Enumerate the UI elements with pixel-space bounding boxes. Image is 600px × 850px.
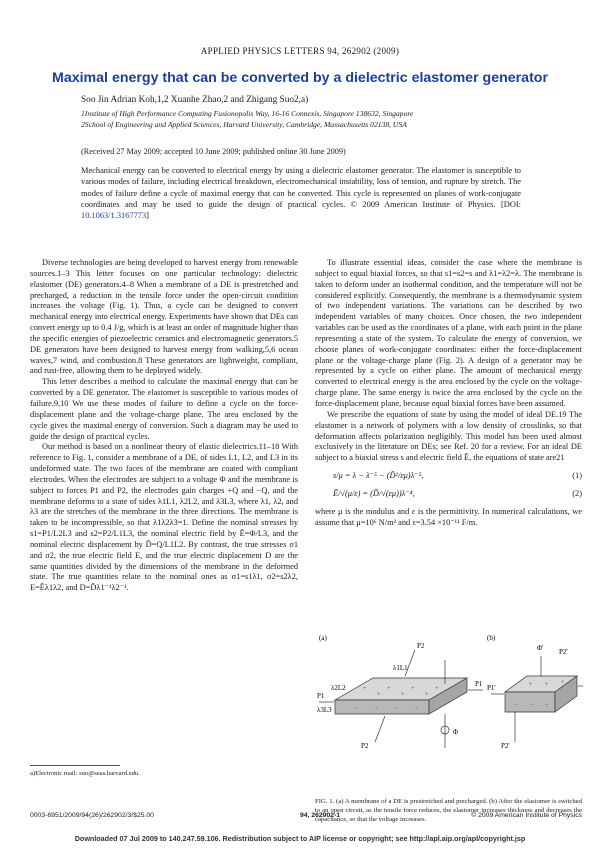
dim-label: λ1L1 (393, 664, 408, 672)
svg-text:−: − (515, 702, 519, 708)
svg-text:+: + (425, 692, 429, 698)
svg-text:+: + (377, 692, 381, 698)
svg-text:+: + (401, 692, 405, 698)
svg-text:−: − (415, 706, 419, 712)
affiliation-1: 1Institute of High Performance Computing Fusionopolis Way, 16-16 Connexis, Singapore 138632, Singapore (81, 109, 414, 118)
p1-label: P1' (487, 684, 496, 692)
left-column (30, 258, 298, 594)
doi-link[interactable]: 10.1063/1.3167773 (81, 211, 147, 221)
equation-2 (333, 489, 582, 500)
paragraph: This letter describes a method to calculate the maximal energy that can be converted by a DE generator. The elastomer is susceptible to various modes of failure.9,10 We use these modes of failure to define a cycle on the force-displacement plane and the voltage-charge plane. The area enclosed by the cycle gives the maximal energy of conversion. Such a diagram may be used to guide the design of practical cycles. (30, 377, 298, 441)
membrane-b (505, 676, 577, 712)
paragraph: To illustrate essential ideas, consider the case where the membrane is subject to equal biaxial forces, so that s1=s2=s and λ1=λ2=λ. The membrane is taken to deform under an isothermal condition, and the temperature will not be considered explicitly. Consequently, the membrane is a thermodynamic system of two independent variations. The variations can be described by two independent variables of many choices. Once chosen, the two independent variables can be used as the coordinates of a plane, with each point in the plane representing a state of the system. To calculate the energy of conversion, we choose planes of work-conjugate coordinates: either the force-displacement plane or the voltage-charge plane (Fig. 2). A design of a generator may be represented by a cycle on either plane. The amount of mechanical energy converted to electrical energy is the area enclosed by the cycle on the voltage-charge plane. The same energy is twice the area enclosed by the cycle on the force-displacement plane, because equal biaxial forces have been assumed. (315, 258, 582, 408)
paragraph: Diverse technologies are being developed to harvest energy from renewable sources.1–3 This letter focuses on one particular technology: dielectric elastomer (DE) generators.4–8 When a membrane of a DE is prestretched and precharged, a reduction in the tensile force under the open-circuit condition increases the voltage (Fig. 1). Thus, a cycle can be designed to convert mechanical energy into electrical energy. Experiments have shown that DEs can convert energy up to 0.4 J/g, which is at least an order of magnitude higher than the specific energies of piezoelectric ceramics and electromagnetic generators.5 DE generators have been designed to harvest energy from walking,5,6 ocean waves,7 wind, and combustion.8 These generators are lightweight, compliant, and rust-free, allowing them to be deployed widely. (30, 258, 298, 376)
svg-text:+: + (411, 686, 415, 692)
svg-text:−: − (531, 702, 535, 708)
footer-copyright: © 2009 American Institute of Physics (471, 812, 582, 819)
footer-issn: 0003-6951/2009/94(26)/262902/3/$25.00 (30, 812, 154, 819)
svg-text:−: − (355, 706, 359, 712)
equation-1 (333, 471, 582, 482)
equation-text: Ẽ/√(μ/ε) = (D̃/√(εμ))λ⁻⁴, (333, 488, 415, 498)
equation-text: s/μ = λ − λ⁻⁵ − (D̃²/εμ)λ⁻⁵, (333, 471, 424, 481)
paper-title: Maximal energy that can be converted by a dielectric elastomer generator (52, 70, 548, 86)
figure-caption: FIG. 1. (a) A membrane of a DE is prestretched and precharged. (b) After the elastomer is switched to an open circuit, as the tensile force reduces, the elastomer increases thickness and decreases the capacitance, so that the voltage increases. (315, 798, 582, 823)
dim-label: λ3L3 (317, 706, 332, 714)
svg-text:−: − (545, 702, 549, 708)
svg-text:+: + (363, 686, 367, 692)
paragraph: Our method is based on a nonlinear theory of elastic dielectrics.11–18 With reference to Fig. 1, consider a membrane of a DE, of sides L1, L2, and L3 in its undeformed state. The two faces of the membrane are coated with compliant electrodes. When the electrodes are subject to a voltage Φ and the membrane is subject to forces P1 and P2, the electrodes gain charges +Q and −Q, and the membrane deforms to a state of sides λ1L1, λ2L2, and λ3L3, where λ1, λ2, and λ3 are the stretches of the membrane in the three directions. The membrane is taken to be incompressible, so that λ1λ2λ3=1. Define the nominal stresses by s1=P1/L2L3 and s2=P2/L1L3, the nominal electric field by Ẽ=Φ/L3, and the nominal electric displacement by D̃=Q/L1L2. By contrast, the true stresses σ1 and σ2, the true electric field E, and the true electric displacement D are the same quantities divided by the dimensions of the membrane in the deformed state. The true quantities relate to the nominal ones as σ1=s1λ1, σ2=s2λ2, E=Ẽλ1λ2, and D=D̃λ1⁻¹λ2⁻¹. (30, 442, 298, 593)
author-list: Soo Jin Adrian Koh,1,2 Xuanhe Zhao,2 and Zhigang Suo2,a) (81, 95, 309, 105)
abstract (81, 165, 521, 221)
affiliation-2: 2School of Engineering and Applied Sciences, Harvard University, Cambridge, Massachusetts 02138, USA (81, 120, 407, 129)
p2-label: P2 (361, 742, 369, 750)
paragraph: where μ is the modulus and ε is the permittivity. In numerical calculations, we assume that μ=10⁶ N/m² and ε=3.54 ×10⁻¹¹ F/m. (315, 506, 582, 527)
doi-suffix: ] (146, 211, 149, 221)
voltage-label: Φ' (537, 644, 544, 652)
equation-number: (2) (572, 488, 582, 498)
svg-text:−: − (395, 706, 399, 712)
doi-prefix: [DOI: (500, 199, 521, 209)
svg-text:+: + (561, 680, 565, 686)
voltage-label: Φ (453, 728, 459, 736)
equation-number: (1) (572, 471, 582, 481)
svg-text:+: + (435, 686, 439, 692)
membrane-a (335, 678, 467, 714)
download-notice: Downloaded 07 Jul 2009 to 140.247.59.106. Redistribution subject to AIP license or copyright; see http://apl.aip.org/apl/copyright.jsp (74, 834, 526, 843)
p1-label: P1 (475, 680, 483, 688)
svg-text:+: + (545, 682, 549, 688)
paragraph: We prescribe the equations of state by using the model of ideal DE.19 The elastomer is a network of polymers with a low density of crosslinks, so that deformation affects polarization negligibly. This model has been used almost exclusively in the literature on DEs; see Ref. 20 for a review. For an ideal DE subject to a biaxial stress s and electric field Ẽ, the equations of state are21 (315, 409, 582, 463)
svg-text:+: + (387, 686, 391, 692)
affiliations (81, 108, 531, 130)
footnote: a)Electronic mail: suo@seas.harvard.edu. (30, 770, 140, 777)
received-dates: (Received 27 May 2009; accepted 10 June 2009; published online 30 June 2009) (81, 147, 346, 156)
journal-header: APPLIED PHYSICS LETTERS 94, 262902 (2009) (200, 46, 400, 56)
svg-text:+: + (529, 682, 533, 688)
fig-label-b: (b) (487, 634, 496, 642)
footnote-divider (30, 765, 120, 766)
p2-label: P2 (417, 642, 425, 650)
fig-label-a: (a) (319, 634, 327, 642)
dim-label: λ2L2 (331, 684, 346, 692)
abstract-text: Mechanical energy can be converted to electrical energy by using a dielectric elastomer generator. The elastomer is susceptible to various modes of failure, including electrical breakdown, electromechanical instability, loss of tension, and rupture by stretch. The modes of failure define a cycle of maximal energy that can be converted. This cycle is represented on planes of work-conjugate coordinates and may be used to guide the design of practical cycles. © 2009 American Institute of Physics. (81, 166, 521, 209)
footer-page: 94, 262902-1 (300, 812, 341, 819)
right-column (315, 258, 582, 528)
figure-1 (315, 630, 583, 770)
svg-text:−: − (375, 706, 379, 712)
p2-label: P2' (559, 648, 568, 656)
p1-label: P1 (317, 692, 325, 700)
p2-label: P2' (501, 742, 510, 750)
